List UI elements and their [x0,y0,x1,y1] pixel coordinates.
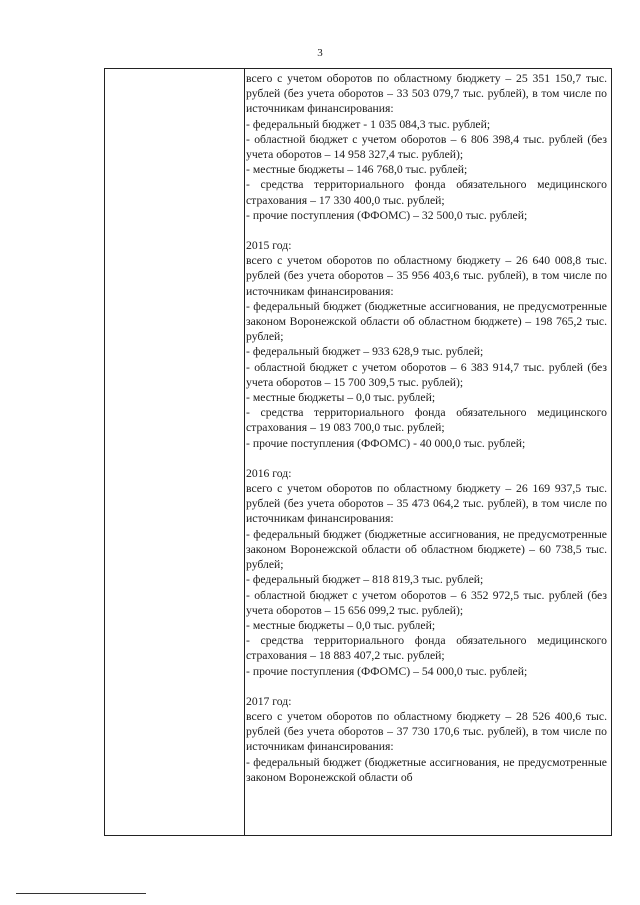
financing-line: - областной бюджет с учетом оборотов – 6 806 398,4 тыс. рублей (без учета оборотов – 14 958 327,4 тыс. рублей); [246,132,607,162]
financing-line: - средства территориального фонда обязательного медицинского страхования – 17 330 400,0 тыс. рублей; [246,178,607,207]
year-title: 2017 год: [246,694,292,708]
year-title: 2015 год: [246,239,292,253]
financing-line: - местные бюджеты – 0,0 тыс. рублей; [246,618,436,632]
year-title: 2016 год: [246,466,292,480]
financing-line: - федеральный бюджет (бюджетные ассигнования, не предусмотренные законом Воронежской области об областном бюджете) – 198 765,2 тыс. рублей; [246,299,607,344]
year-block [246,238,607,451]
financing-line: - федеральный бюджет – 933 628,9 тыс. рублей; [246,345,484,359]
financing-line: - прочие поступления (ФФОМС) - 40 000,0 тыс. рублей; [246,436,526,450]
financing-line: - областной бюджет с учетом оборотов – 6 383 914,7 тыс. рублей (без учета оборотов – 15 700 309,5 тыс. рублей); [246,360,607,389]
financing-line: - местные бюджеты – 0,0 тыс. рублей; [246,391,436,405]
year-block [246,71,607,223]
financing-line: - прочие поступления (ФФОМС) – 54 000,0 тыс. рублей; [246,664,528,678]
financing-line: всего с учетом оборотов по областному бюджету – 25 351 150,7 тыс. рублей (без учета оборотов – 33 503 079,7 тыс. рублей), в том числе по источникам финансирования: [246,72,607,116]
page-number: 3 [317,47,323,59]
column-divider [244,69,245,835]
financing-cell [246,71,607,835]
financing-line: всего с учетом оборотов по областному бюджету – 26 640 008,8 тыс. рублей (без учета оборотов – 35 956 403,6 тыс. рублей), в том числе по источникам финансирования: [246,254,607,298]
financing-line: - областной бюджет с учетом оборотов – 6 352 972,5 тыс. рублей (без учета оборотов – 15 656 099,2 тыс. рублей); [246,588,607,617]
year-block [246,466,607,679]
financing-line: - местные бюджеты – 146 768,0 тыс. рублей; [246,163,468,177]
financing-line: - средства территориального фонда обязательного медицинского страхования – 18 883 407,2 тыс. рублей; [246,634,607,663]
financing-line: всего с учетом оборотов по областному бюджету – 28 526 400,6 тыс. рублей (без учета оборотов – 37 730 170,6 тыс. рублей), в том числе по источникам финансирования: [246,709,607,754]
footnote-rule [16,893,146,894]
financing-line: - федеральный бюджет - 1 035 084,3 тыс. рублей; [246,117,491,131]
financing-table [104,68,612,836]
financing-line: - федеральный бюджет (бюджетные ассигнования, не предусмотренные законом Воронежской области об областном бюджете) – 60 738,5 тыс. рублей; [246,527,607,572]
financing-line: - средства территориального фонда обязательного медицинского страхования – 19 083 700,0 тыс. рублей; [246,406,607,435]
year-block [246,694,607,785]
financing-line: - федеральный бюджет (бюджетные ассигнования, не предусмотренные законом Воронежской области об [246,755,607,784]
financing-line: - федеральный бюджет – 818 819,3 тыс. рублей; [246,573,484,587]
financing-line: всего с учетом оборотов по областному бюджету – 26 169 937,5 тыс. рублей (без учета оборотов – 35 473 064,2 тыс. рублей), в том числе по источникам финансирования: [246,482,607,526]
financing-line: - прочие поступления (ФФОМС) – 32 500,0 тыс. рублей; [246,208,528,222]
